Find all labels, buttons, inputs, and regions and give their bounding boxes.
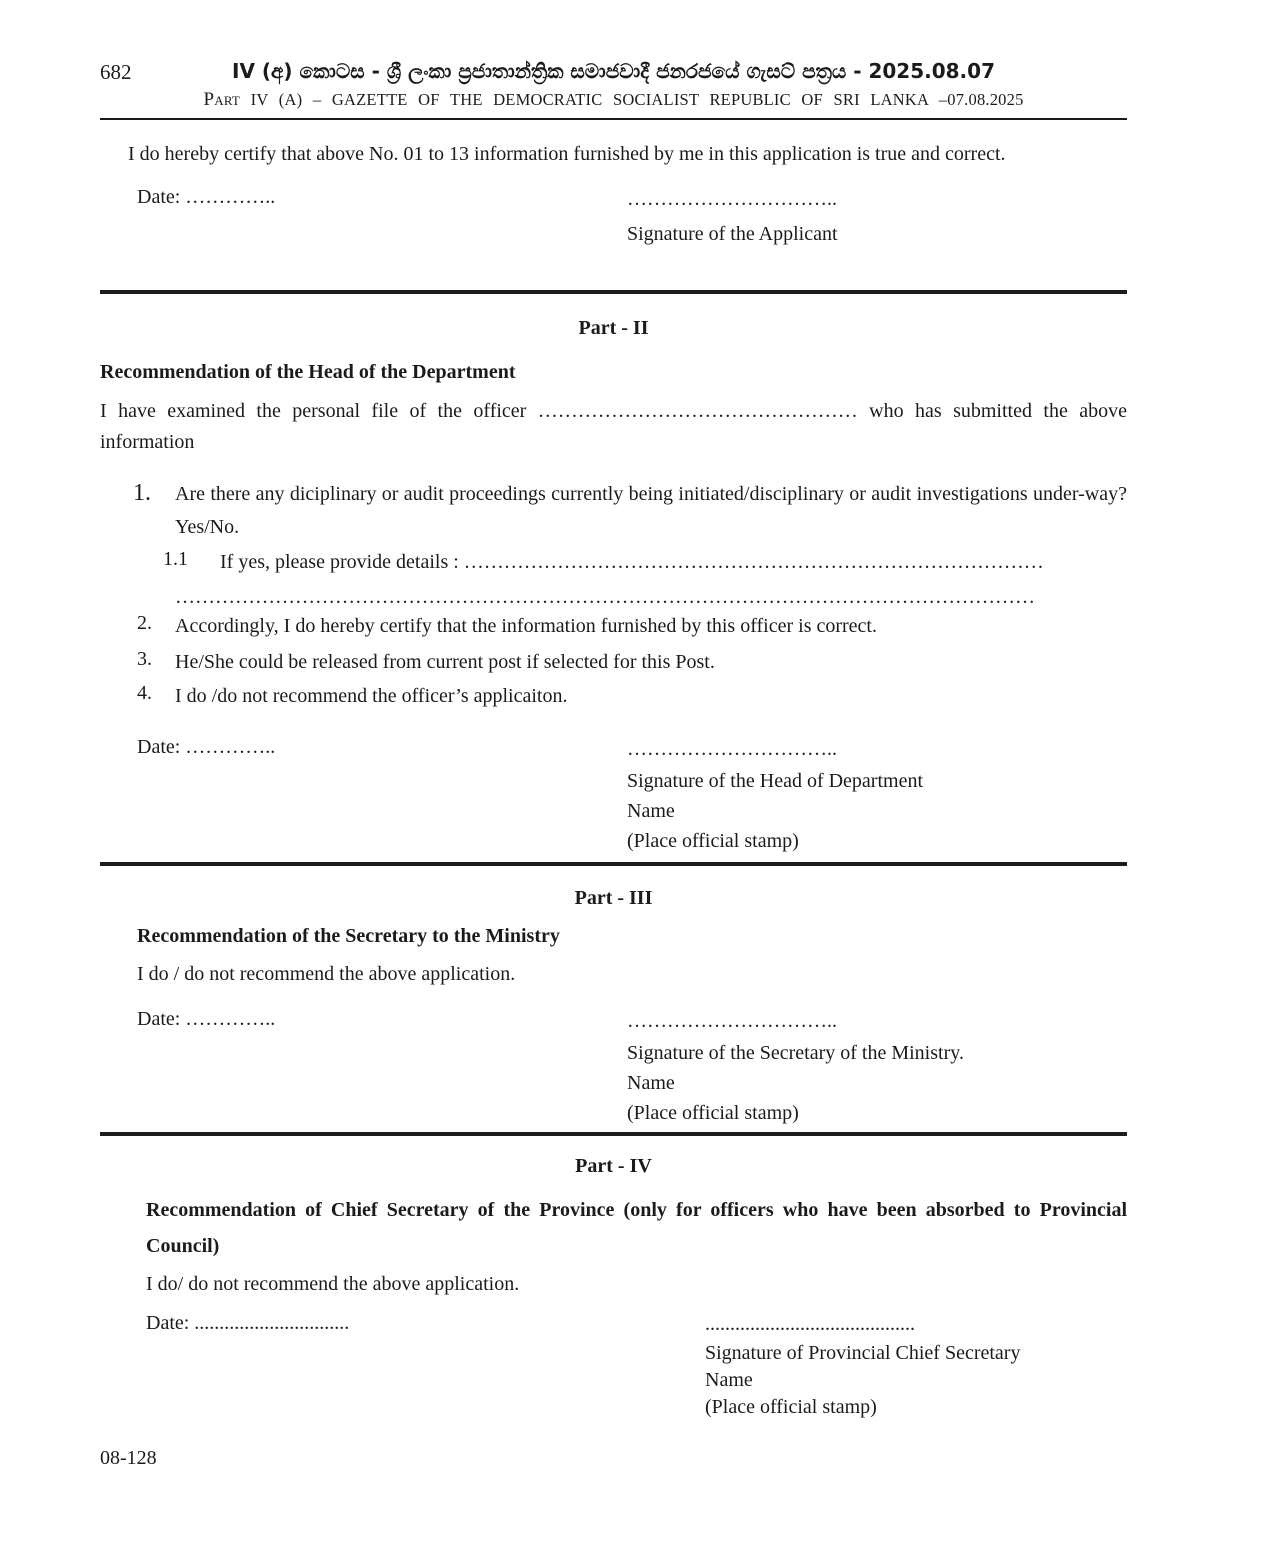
- head-of-department-signature-block: [627, 736, 1127, 856]
- signature-line: …………………………..: [627, 188, 837, 210]
- part3-title: Part - III: [574, 887, 653, 909]
- part3-heading: Recommendation of the Secretary to the Ministry: [137, 925, 560, 947]
- signature-caption: Signature of the Secretary of the Ministry.: [627, 1042, 964, 1064]
- item-text: Are there any diciplinary or audit proceedings currently being initiated/disciplinary or audit investigations under-way? Yes/No.: [175, 483, 1127, 538]
- list-item-3: [100, 648, 1127, 676]
- gazette-title-sinhala: IV (අ) කොටස - ශ්‍රී ලංකා ප්‍රජාතාන්ත්‍රික සමාජවාදී ජනරජයේ ගැසට් පත්‍රය - 2025.08.07: [232, 59, 995, 83]
- list-item-2: [100, 612, 1127, 640]
- ministry-secretary-signature-block: [627, 1008, 1127, 1128]
- name-label: Name: [627, 800, 675, 822]
- part4-heading: Recommendation of Chief Secretary of the Province (only for officers who have been absorbed to Provincial Council): [146, 1199, 1127, 1257]
- name-label: Name: [627, 1072, 675, 1094]
- stamp-label: (Place official stamp): [705, 1396, 877, 1418]
- part4-section: [100, 1192, 1127, 1421]
- section-divider: [100, 1132, 1127, 1136]
- part2-heading: Recommendation of the Head of the Department: [100, 361, 516, 383]
- signature-line: …………………………..: [627, 738, 837, 760]
- item-number: 2.: [137, 612, 152, 634]
- part3-section: [100, 922, 1127, 1128]
- signature-line: ..........................................: [705, 1313, 915, 1335]
- gazette-title-part-smallcaps: Part: [203, 89, 241, 110]
- date-label: Date: …………..: [137, 1008, 276, 1030]
- item-number: 1.: [133, 480, 151, 506]
- document-header: [100, 58, 1127, 110]
- applicant-signature-block: [627, 186, 1127, 248]
- section-divider: [100, 290, 1127, 294]
- head-of-department-date-signature-row: [100, 736, 1127, 856]
- item-number: 1.1: [163, 548, 188, 570]
- part3-statement: I do / do not recommend the above application.: [137, 963, 516, 985]
- list-item-4: [100, 682, 1127, 710]
- signature-line: …………………………..: [627, 1010, 837, 1032]
- part2-title: Part - II: [578, 317, 649, 339]
- date-label: Date: …………..: [137, 186, 276, 208]
- ministry-secretary-date-signature-row: [137, 1008, 1127, 1128]
- signature-caption: Signature of Provincial Chief Secretary: [705, 1342, 1021, 1364]
- provincial-chief-secretary-date-signature-row: [146, 1312, 1127, 1421]
- applicant-date-signature-row: [100, 186, 1127, 248]
- part2-intro: I have examined the personal file of the officer ………………………………………… who has submitted the above information: [100, 400, 1127, 453]
- item-text: I do /do not recommend the officer’s applicaiton.: [175, 685, 568, 707]
- details-fill-line: …………………………………………………………………………………………………………………: [175, 586, 1035, 608]
- item-text: Accordingly, I do hereby certify that the information furnished by this officer is correct.: [175, 615, 877, 637]
- item-text: If yes, please provide details : ……………………………………………………………………………: [220, 551, 1044, 573]
- section-divider: [100, 862, 1127, 866]
- date-label: Date: ...............................: [146, 1312, 350, 1334]
- gazette-title-english-rest: IV (A) – GAZETTE OF THE DEMOCRATIC SOCIALIST REPUBLIC OF SRI LANKA –07.08.2025: [240, 90, 1024, 109]
- signature-caption: Signature of the Head of Department: [627, 770, 924, 792]
- date-label: Date: …………..: [137, 736, 276, 758]
- stamp-label: (Place official stamp): [627, 1102, 799, 1124]
- stamp-label: (Place official stamp): [627, 830, 799, 852]
- item-text: He/She could be released from current post if selected for this Post.: [175, 651, 715, 673]
- signature-caption: Signature of the Applicant: [627, 223, 838, 245]
- header-divider: [100, 118, 1127, 120]
- page-number: 682: [100, 60, 132, 84]
- gazette-notice-code: 08-128: [100, 1447, 157, 1469]
- name-label: Name: [705, 1369, 753, 1391]
- part4-statement: I do/ do not recommend the above application.: [146, 1273, 520, 1295]
- list-item-1-1: [100, 548, 1127, 576]
- applicant-certify-statement: I do hereby certify that above No. 01 to 13 information furnished by me in this application is true and correct.: [128, 143, 1006, 165]
- page-content: [100, 0, 1127, 1471]
- gazette-title-english: [100, 90, 1127, 110]
- item-number: 3.: [137, 648, 152, 670]
- list-item-1: [100, 478, 1127, 544]
- item-number: 4.: [137, 682, 152, 704]
- provincial-chief-secretary-signature-block: [705, 1312, 1127, 1421]
- part4-title: Part - IV: [575, 1155, 652, 1177]
